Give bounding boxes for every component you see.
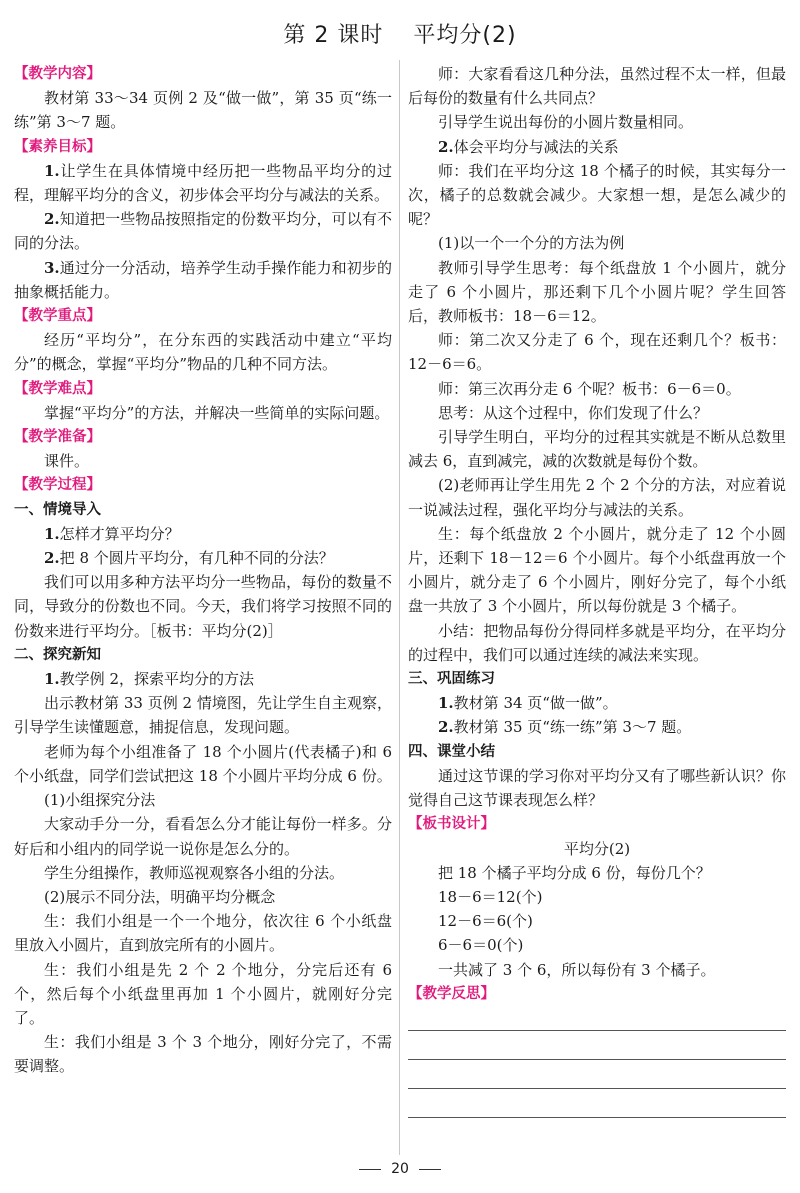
paragraph: 出示教材第 33 页例 2 情境图，先让学生自主观察，引导学生读懂题意，捕捉信息，发现问题。 (14, 694, 392, 737)
paragraph (14, 207, 392, 255)
item-number: 2. (438, 718, 454, 737)
section-heading: 【教学准备】 (14, 429, 101, 446)
paragraph: 生：我们小组是 3 个 3 个地分，刚好分完了，不需要调整。 (14, 1033, 392, 1076)
paragraph: 掌握“平均分”的方法，并解决一些简单的实际问题。 (44, 403, 390, 422)
paragraph: (1)小组探究分法 (44, 791, 156, 810)
paragraph: 把 18 个橘子平均分成 6 份，每份几个？ (438, 863, 711, 882)
column-divider (399, 60, 400, 1155)
page-footer (0, 1161, 800, 1177)
page-number: 20 (391, 1161, 409, 1177)
paragraph: 师：第二次又分走了 6 个，现在还剩几个？板书：12－6＝6。 (408, 331, 786, 374)
paragraph: 思考：从这个过程中，你们发现了什么？ (438, 403, 709, 422)
section-heading: 【板书设计】 (408, 816, 495, 833)
item-text: 通过分一分活动，培养学生动手操作能力和初步的抽象概括能力。 (14, 258, 392, 301)
paragraph: 经历“平均分”，在分东西的实践活动中建立“平均分”的概念，掌握“平均分”物品的几种不同方法。 (14, 331, 392, 374)
paragraph (408, 715, 786, 739)
paragraph: 教师引导学生思考：每个纸盘放 1 个小圆片，就分走了 6 个小圆片，那还剩下几个小圆片呢？学生回答后，教师板书：18－6＝12。 (408, 258, 786, 326)
writing-line (408, 1088, 786, 1089)
step-heading: 一、情境导入 (14, 501, 101, 518)
page-title (0, 18, 800, 49)
lesson-number: 第 2 课时 (283, 23, 384, 48)
paragraph (14, 667, 392, 691)
paragraph: 通过这节课的学习你对平均分又有了哪些新认识？你觉得自己这节课表现怎么样？ (408, 766, 786, 810)
paragraph (408, 691, 786, 715)
paragraph: 大家动手分一分，看看怎么分才能让每份一样多。分好后和小组内的同学说一说你是怎么分的。 (14, 815, 392, 858)
right-column (408, 62, 786, 1146)
paragraph: (1)以一个一个分的方法为例 (438, 234, 625, 253)
paragraph: 生：我们小组是先 2 个 2 个地分，分完后还有 6 个，然后每个小纸盘里再加 1 个小圆片，就刚好分完了。 (14, 960, 392, 1027)
section-heading: 【教学难点】 (14, 380, 101, 397)
step-heading: 二、探究新知 (14, 646, 101, 663)
item-text: 把 8 个圆片平均分，有几种不同的分法？ (59, 549, 334, 568)
paragraph (14, 159, 392, 207)
item-text: 教学例 2，探索平均分的方法 (59, 670, 254, 689)
paragraph: 学生分组操作，教师巡视观察各小组的分法。 (44, 863, 345, 882)
paragraph: 引导学生明白，平均分的过程其实就是不断从总数里减去 6，直到减完，减的次数就是每份个数。 (408, 428, 786, 471)
paragraph (14, 522, 392, 546)
item-text: 教材第 35 页“练一练”第 3～7 题。 (453, 718, 692, 737)
section-heading: 【教学过程】 (14, 477, 101, 494)
paragraph: 引导学生说出每份的小圆片数量相同。 (438, 113, 694, 132)
paragraph: 师：大家看看这几种分法，虽然过程不太一样，但最后每份的数量有什么共同点？ (408, 65, 786, 108)
paragraph: 生：我们小组是一个一个地分，依次往 6 个小纸盘里放入小圆片，直到放完所有的小圆片。 (14, 912, 392, 955)
paragraph: 生：每个纸盘放 2 个小圆片，就分走了 12 个小圆片，还剩下 18－12＝6 个小圆片。每个小纸盘再放一个小圆片，就分走了 6 个小圆片，刚好分完了，每个小纸盘一共放了 3 个小圆片，所以每份就是 3 个橘子。 (408, 524, 786, 616)
paragraph: 一共减了 3 个 6，所以每份有 3 个橘子。 (438, 960, 716, 979)
reflection-lines (408, 1030, 786, 1118)
section-heading: 【教学内容】 (14, 66, 101, 82)
paragraph: 师：第三次再分走 6 个呢？板书：6－6＝0。 (438, 379, 741, 398)
paragraph: (2)老师再让学生用先 2 个 2 个分的方法，对应着说一说减法过程，强化平均分与减法的关系。 (408, 476, 786, 519)
paragraph (14, 256, 392, 304)
paragraph: 6－6＝0(个) (438, 936, 524, 955)
paragraph: 12－6＝6(个) (438, 912, 533, 931)
item-text: 教材第 34 页“做一做”。 (453, 694, 618, 713)
section-heading: 【教学重点】 (14, 308, 101, 325)
paragraph: 18－6＝12(个) (438, 887, 543, 906)
paragraph: 老师为每个小组准备了 18 个小圆片(代表橘子)和 6 个小纸盘，同学们尝试把这 18 个小圆片平均分成 6 份。 (14, 742, 392, 785)
item-number: 1. (44, 670, 60, 689)
paragraph: 小结：把物品每份分得同样多就是平均分，在平均分的过程中，我们可以通过连续的减法来实现。 (408, 621, 786, 664)
item-number: 2. (44, 549, 60, 568)
item-number: 3. (44, 258, 60, 277)
item-text: 体会平均分与减法的关系 (453, 137, 619, 156)
writing-line (408, 1059, 786, 1060)
paragraph: 课件。 (44, 452, 90, 471)
writing-line (408, 1030, 786, 1031)
paragraph: 我们可以用多种方法平均分一些物品，每份的数量不同，导致分的份数也不同。今天，我们将学习按照不同的份数来进行平均分。［板书：平均分(2)］ (14, 573, 392, 640)
step-heading: 三、巩固练习 (408, 671, 495, 688)
board-title: 平均分(2) (563, 839, 631, 858)
item-number: 1. (44, 161, 60, 180)
section-heading: 【教学反思】 (408, 985, 495, 1002)
item-number: 2. (438, 137, 454, 156)
paragraph (14, 546, 392, 570)
paragraph: 教材第 33～34 页例 2 及“做一做”，第 35 页“练一练”第 3～7 题。 (14, 89, 392, 132)
paragraph: 师：我们在平均分这 18 个橘子的时候，其实每分一次，橘子的总数就会减少。大家想一想，是怎么减少的呢？ (408, 161, 786, 229)
step-heading: 四、课堂小结 (408, 743, 495, 760)
item-text: 让学生在具体情境中经历把一些物品平均分的过程，理解平均分的含义，初步体会平均分与减法的关系。 (14, 161, 392, 205)
item-number: 1. (438, 694, 454, 713)
item-text: 怎样才算平均分？ (59, 524, 180, 543)
paragraph: (2)展示不同分法，明确平均分概念 (44, 887, 276, 906)
paragraph (408, 135, 786, 159)
item-number: 2. (44, 210, 60, 229)
item-number: 1. (44, 524, 60, 543)
writing-line (408, 1117, 786, 1118)
section-heading: 【素养目标】 (14, 138, 101, 155)
item-text: 知道把一些物品按照指定的份数平均分，可以有不同的分法。 (14, 210, 392, 253)
left-column (14, 62, 392, 1079)
lesson-title: 平均分(2) (413, 23, 517, 48)
